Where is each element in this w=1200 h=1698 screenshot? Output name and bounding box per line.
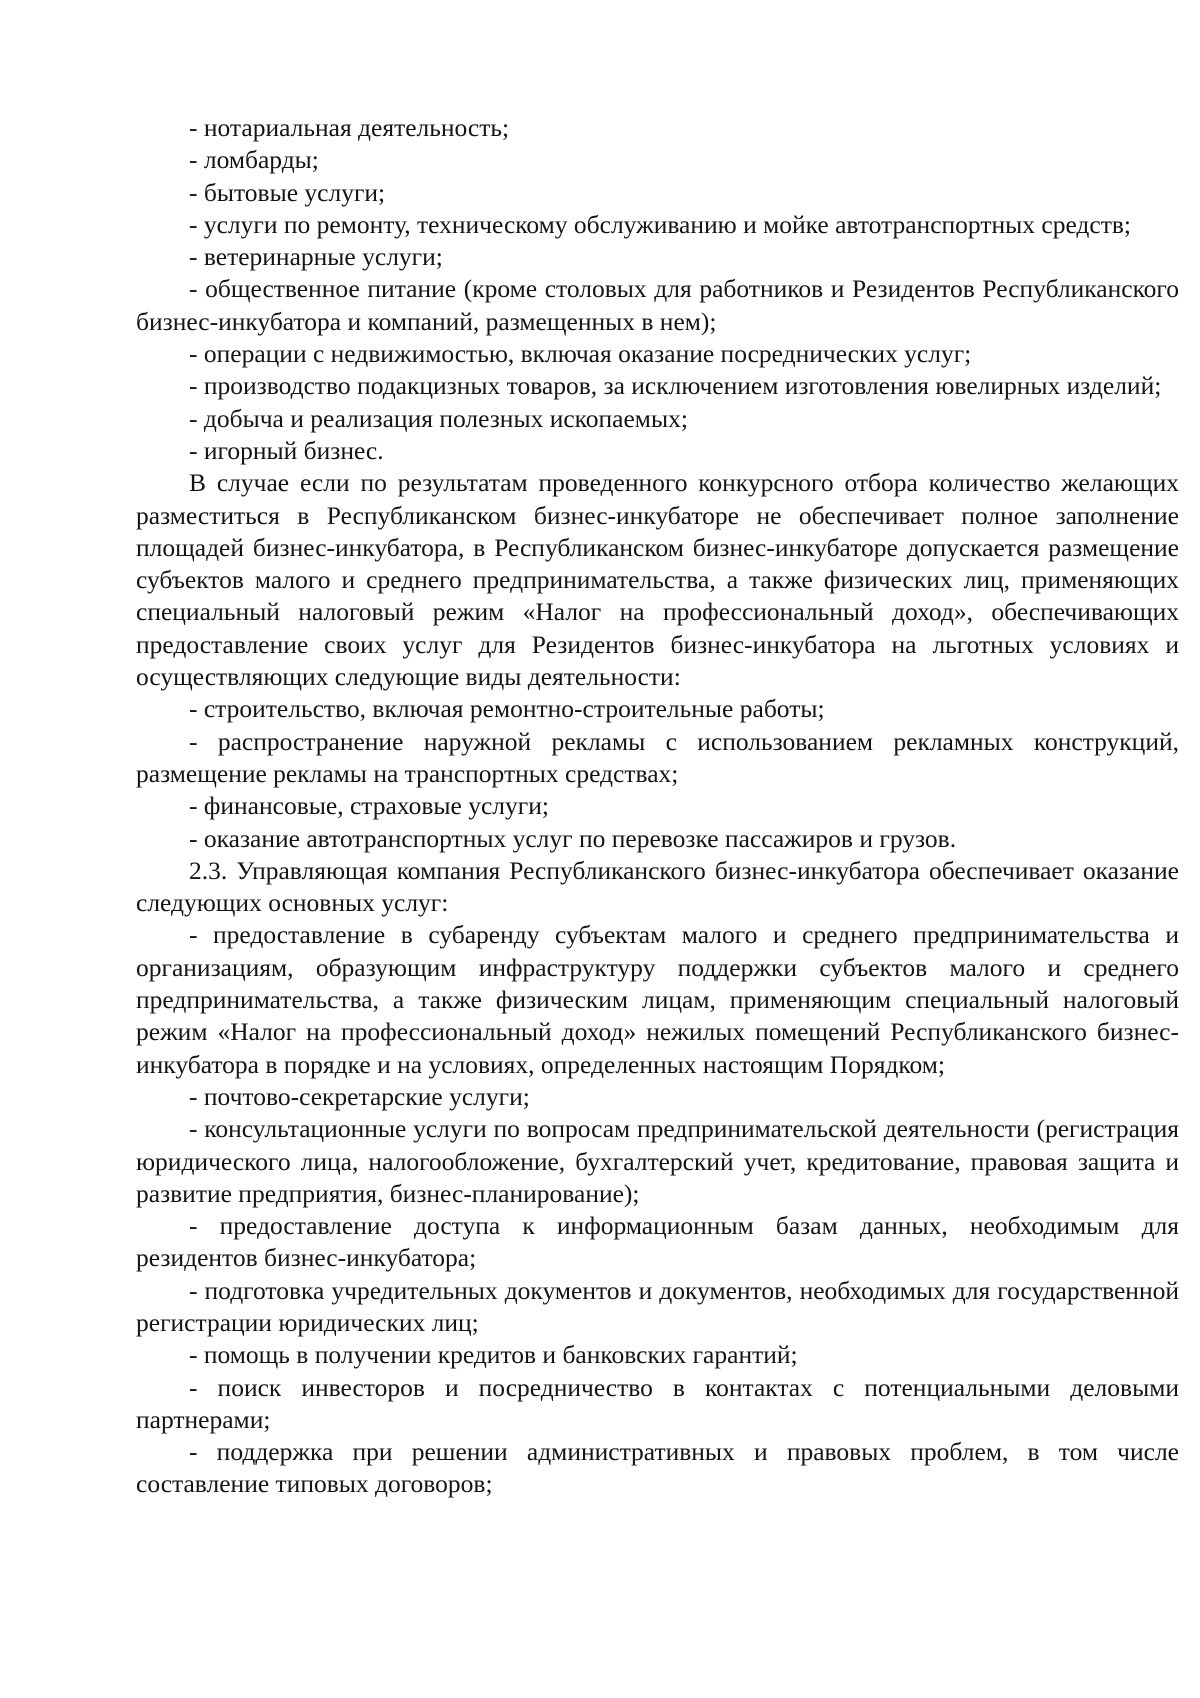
list-item-excise-goods: - производство подакцизных товаров, за исключением изготовления ювелирных изделий; bbox=[189, 371, 1162, 401]
list-item-pawnshops: - ломбарды; bbox=[189, 145, 319, 175]
list-item-credit-help: - помощь в получении кредитов и банковских гарантий; bbox=[189, 1340, 798, 1370]
list-item-outdoor-advertising: - распространение наружной рекламы с использованием рекламных конструкций, размещение рекламы на транспортных средствах; bbox=[136, 726, 1179, 788]
list-item-vehicle-repair: - услуги по ремонту, техническому обслуживанию и мойке автотранспортных средств; bbox=[189, 209, 1131, 239]
list-item-household-services: - бытовые услуги; bbox=[189, 177, 386, 207]
list-item-transport-services: - оказание автотранспортных услуг по перевозке пассажиров и грузов. bbox=[189, 823, 957, 853]
list-item-investor-search: - поиск инвесторов и посредничество в контактах с потенциальными деловыми партнерами; bbox=[136, 1372, 1179, 1434]
list-item-financial-services: - финансовые, страховые услуги; bbox=[189, 791, 549, 821]
list-item-founding-documents: - подготовка учредительных документов и документов, необходимых для государственной регистрации юридических лиц; bbox=[136, 1275, 1179, 1337]
list-item-mining: - добыча и реализация полезных ископаемых; bbox=[189, 403, 688, 433]
section-2-3-heading-paragraph: 2.3. Управляющая компания Республиканского бизнес-инкубатора обеспечивает оказание следующих основных услуг: bbox=[136, 855, 1179, 918]
list-item-construction: - строительство, включая ремонтно-строительные работы; bbox=[189, 694, 825, 724]
list-item-database-access: - предоставление доступа к информационным базам данных, необходимым для резидентов бизнес-инкубатора; bbox=[136, 1211, 1179, 1273]
list-item-veterinary: - ветеринарные услуги; bbox=[189, 242, 443, 272]
list-item-catering: - общественное питание (кроме столовых для работников и Резидентов Республиканского бизнес-инкубатора и компаний, размещенных в нем); bbox=[136, 274, 1179, 336]
paragraph-placement-conditions: В случае если по результатам проведенного конкурсного отбора количество желающих разместиться в Республиканском бизнес-инкубаторе не обеспечивает полное заполнение площадей бизнес-инкубатора, в Республиканском бизнес-инкубаторе допускается размещение субъектов малого и среднего предпринимательства, а также физических лиц, применяющих специальный налоговый режим «Налог на профессиональный доход», обеспечивающих предоставление своих услуг для Резидентов бизнес-инкубатора на льготных условиях и осуществляющих следующие виды деятельности: bbox=[136, 468, 1179, 692]
list-item-subleasing: - предоставление в субаренду субъектам малого и среднего предпринимательства и организациям, образующим инфраструктуру поддержки субъектов малого и среднего предпринимательства, а также физическим лицам, применяющим специальный налоговый режим «Налог на профессиональный доход» нежилых помещений Республиканского бизнес-инкубатора в порядке и на условиях, определенных настоящим Порядком; bbox=[136, 920, 1179, 1079]
list-item-real-estate: - операции с недвижимостью, включая оказание посреднических услуг; bbox=[189, 339, 972, 369]
list-item-gambling: - игорный бизнес. bbox=[189, 435, 384, 465]
list-item-consulting: - консультационные услуги по вопросам предпринимательской деятельности (регистрация юридического лица, налогообложение, бухгалтерский учет, кредитование, правовая защита и развитие предприятия, бизнес-планирование); bbox=[136, 1114, 1179, 1208]
list-item-secretarial: - почтово-секретарские услуги; bbox=[189, 1081, 530, 1111]
list-item-legal-support: - поддержка при решении административных и правовых проблем, в том числе составление типовых договоров; bbox=[136, 1437, 1179, 1499]
list-item-notary: - нотариальная деятельность; bbox=[189, 113, 510, 142]
document-body bbox=[136, 112, 1179, 1501]
